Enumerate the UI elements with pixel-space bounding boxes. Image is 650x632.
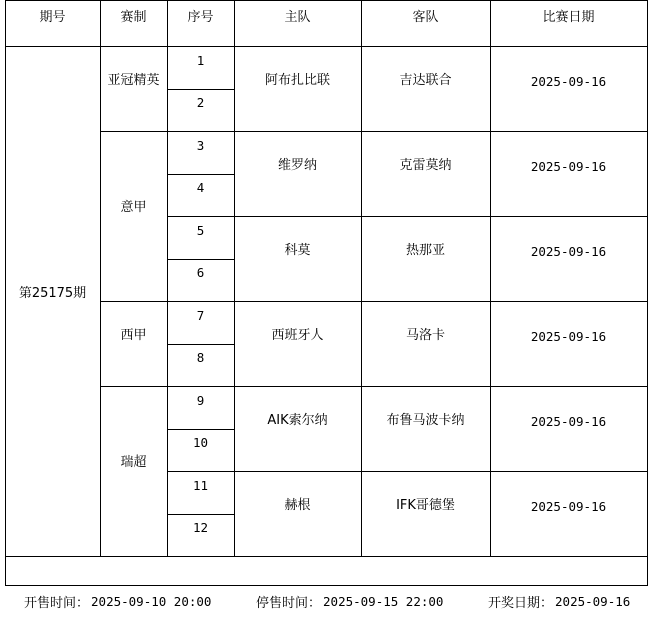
header-seq: 序号 bbox=[187, 9, 214, 25]
draw-date-value: 2025-09-16 bbox=[555, 593, 631, 609]
home-team: 科莫 bbox=[284, 242, 311, 258]
grid-line bbox=[100, 301, 647, 302]
draw-date-info bbox=[488, 590, 630, 612]
sale-stop-info bbox=[256, 590, 443, 612]
away-team: IFK哥德堡 bbox=[396, 497, 455, 513]
header-away: 客队 bbox=[412, 9, 439, 25]
grid-line bbox=[167, 216, 647, 217]
sale-stop-label: 停售时间： bbox=[256, 595, 322, 611]
home-team: 阿布扎比联 bbox=[264, 72, 330, 88]
seq-cell: 10 bbox=[192, 434, 209, 450]
grid-line bbox=[100, 131, 647, 132]
seq-cell: 9 bbox=[196, 392, 205, 408]
seq-cell: 3 bbox=[196, 137, 205, 153]
match-date: 2025-09-16 bbox=[530, 413, 607, 429]
seq-cell: 2 bbox=[196, 94, 205, 110]
league-cell: 意甲 bbox=[120, 199, 147, 215]
seq-cell: 6 bbox=[196, 264, 205, 280]
away-team: 布鲁马波卡纳 bbox=[386, 412, 465, 428]
grid-line bbox=[5, 46, 647, 47]
match-date: 2025-09-16 bbox=[530, 243, 607, 259]
grid-line bbox=[167, 514, 234, 515]
sale-stop-value: 2025-09-15 22:00 bbox=[323, 593, 444, 609]
away-team: 吉达联合 bbox=[399, 72, 452, 88]
grid-line bbox=[167, 89, 234, 90]
grid-line bbox=[5, 585, 647, 586]
match-date: 2025-09-16 bbox=[530, 158, 607, 174]
home-team: 西班牙人 bbox=[271, 327, 324, 343]
league-cell: 西甲 bbox=[120, 327, 147, 343]
home-team: 维罗纳 bbox=[277, 157, 317, 173]
seq-cell: 11 bbox=[192, 477, 209, 493]
header-format: 赛制 bbox=[120, 9, 147, 25]
match-date: 2025-09-16 bbox=[530, 73, 607, 89]
seq-cell: 12 bbox=[192, 519, 209, 535]
league-cell: 亚冠精英 bbox=[107, 72, 160, 88]
away-team: 热那亚 bbox=[405, 242, 445, 258]
seq-cell: 4 bbox=[196, 179, 205, 195]
seq-cell: 5 bbox=[196, 222, 205, 238]
match-date: 2025-09-16 bbox=[530, 498, 607, 514]
away-team: 马洛卡 bbox=[405, 327, 445, 343]
home-team: 赫根 bbox=[284, 497, 311, 513]
sale-start-label: 开售时间： bbox=[24, 595, 90, 611]
period-cell: 第25175期 bbox=[18, 285, 87, 301]
away-team: 克雷莫纳 bbox=[399, 157, 452, 173]
grid-line bbox=[167, 344, 234, 345]
grid-line bbox=[167, 429, 234, 430]
grid-line bbox=[167, 259, 234, 260]
seq-cell: 7 bbox=[196, 307, 205, 323]
header-date: 比赛日期 bbox=[542, 9, 595, 25]
grid-line bbox=[167, 471, 647, 472]
home-team: AIK索尔纳 bbox=[267, 412, 328, 428]
sale-start-info bbox=[24, 590, 211, 612]
match-date: 2025-09-16 bbox=[530, 328, 607, 344]
header-period: 期号 bbox=[39, 9, 66, 25]
grid-line bbox=[5, 556, 647, 557]
draw-date-label: 开奖日期： bbox=[488, 595, 554, 611]
sale-start-value: 2025-09-10 20:00 bbox=[91, 593, 212, 609]
grid-line bbox=[647, 0, 648, 586]
seq-cell: 1 bbox=[196, 52, 205, 68]
league-cell: 瑞超 bbox=[120, 454, 147, 470]
grid-line bbox=[100, 386, 647, 387]
header-home: 主队 bbox=[284, 9, 311, 25]
grid-line bbox=[167, 174, 234, 175]
seq-cell: 8 bbox=[196, 349, 205, 365]
